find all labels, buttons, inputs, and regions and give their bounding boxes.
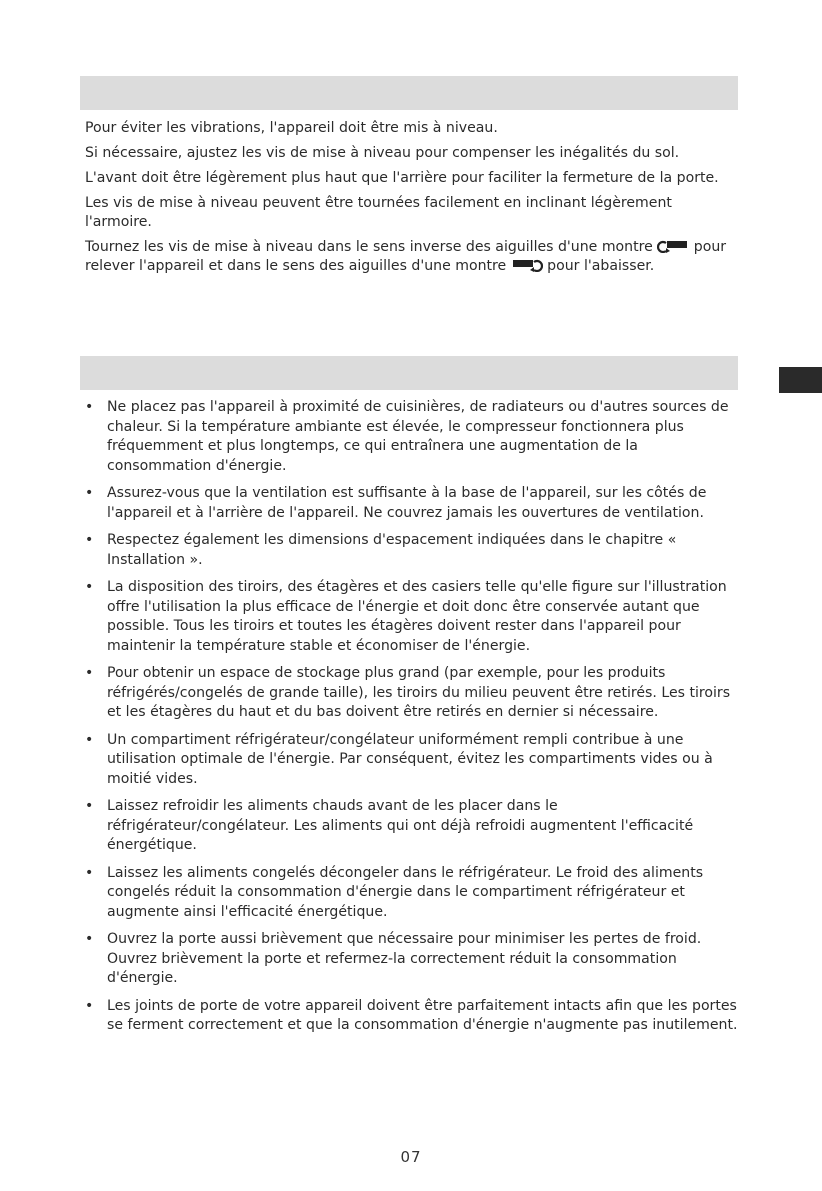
bullet-icon: • (85, 399, 94, 415)
paragraph: Les vis de mise à niveau peuvent être tournées facilement en inclinant légèrement l'armoire. (85, 195, 672, 230)
list-item (85, 578, 741, 656)
chapter-tab-marker (779, 367, 822, 393)
energy-saving-section (85, 398, 741, 1044)
counterclockwise-rotation-icon (657, 239, 689, 253)
paragraph-text: Tournez les vis de mise à niveau dans le sens inverse des aiguilles d'une montre (85, 239, 653, 255)
bullet-icon: • (85, 798, 94, 814)
list-item-text: Pour obtenir un espace de stockage plus grand (par exemple, pour les produits réfrigérés/congelés de grande taille), les tiroirs du milieu peuvent être retirés. Les tiroirs et les étagères du haut et du bas doivent être retirés en dernier si nécessaire. (107, 665, 731, 720)
list-item (85, 797, 741, 856)
list-item (85, 864, 741, 923)
paragraph-text: pour relever l'appareil et dans le sens des aiguilles d'une montre (85, 239, 727, 274)
list-item-text: Ne placez pas l'appareil à proximité de cuisinières, de radiateurs ou d'autres sources de chaleur. Si la température ambiante est élevée, le compresseur fonctionnera plus fréquemment et plus longtemps, ce qui entraînera une augmentation de la consommation d'énergie. (107, 399, 729, 474)
leveling-section (85, 119, 741, 282)
list-item (85, 484, 741, 523)
list-item (85, 930, 741, 989)
clockwise-rotation-icon (511, 258, 543, 272)
bullet-icon: • (85, 579, 94, 595)
list-item-text: Assurez-vous que la ventilation est suffisante à la base de l'appareil, sur les côtés de l'appareil et à l'arrière de l'appareil. Ne couvrez jamais les ouvertures de ventilation. (107, 485, 707, 521)
section-header-bar (80, 356, 738, 390)
bullet-icon: • (85, 997, 94, 1014)
paragraph-rotation (85, 238, 741, 276)
paragraph: Si nécessaire, ajustez les vis de mise à niveau pour compenser les inégalités du sol. (85, 145, 680, 161)
bullet-icon: • (85, 485, 94, 501)
bullet-icon: • (85, 665, 94, 681)
list-item-text: Laissez les aliments congelés décongeler dans le réfrigérateur. Le froid des aliments congelés réduit la consommation d'énergie dans le compartiment réfrigérateur et augmente ainsi l'efficacité énergétique. (107, 864, 704, 920)
list-item (85, 531, 741, 570)
paragraph: Pour éviter les vibrations, l'appareil doit être mis à niveau. (85, 120, 498, 136)
tips-list (85, 398, 741, 1036)
list-item (85, 997, 741, 1036)
section-header-bar (80, 76, 738, 110)
bullet-icon: • (85, 532, 94, 548)
list-item (85, 731, 741, 790)
bullet-icon: • (85, 864, 94, 881)
list-item (85, 664, 741, 723)
paragraph-text: pour l'abaisser. (542, 258, 655, 274)
list-item-text: Ouvrez la porte aussi brièvement que nécessaire pour minimiser les pertes de froid. Ouvrez brièvement la porte et refermez-la correctement réduit la consommation d'énergie. (107, 931, 702, 986)
list-item-text: Respectez également les dimensions d'espacement indiquées dans le chapitre « Installation ». (107, 532, 677, 568)
list-item-text: Les joints de porte de votre appareil doivent être parfaitement intacts afin que les portes se ferment correctement et que la consommation d'énergie n'augmente pas inutilement. (107, 997, 738, 1033)
list-item (85, 398, 741, 476)
list-item-text: Un compartiment réfrigérateur/congélateur uniformément rempli contribue à une utilisation optimale de l'énergie. Par conséquent, évitez les compartiments vides ou à moitié vides. (107, 731, 713, 787)
bullet-icon: • (85, 731, 94, 748)
bullet-icon: • (85, 931, 94, 947)
paragraph: L'avant doit être légèrement plus haut que l'arrière pour faciliter la fermeture de la porte. (85, 170, 719, 186)
list-item-text: Laissez refroidir les aliments chauds avant de les placer dans le réfrigérateur/congélateur. Les aliments qui ont déjà refroidi augmentent l'efficacité énergétique. (107, 798, 694, 853)
list-item-text: La disposition des tiroirs, des étagères et des casiers telle qu'elle figure sur l'illustration offre l'utilisation la plus efficace de l'énergie et doit donc être conservée autant que possible. Tous les tiroirs et toutes les étagères doivent rester dans l'appareil pour maintenir la température stable et économiser de l'énergie. (107, 579, 727, 654)
page-number: 07 (400, 1148, 422, 1166)
